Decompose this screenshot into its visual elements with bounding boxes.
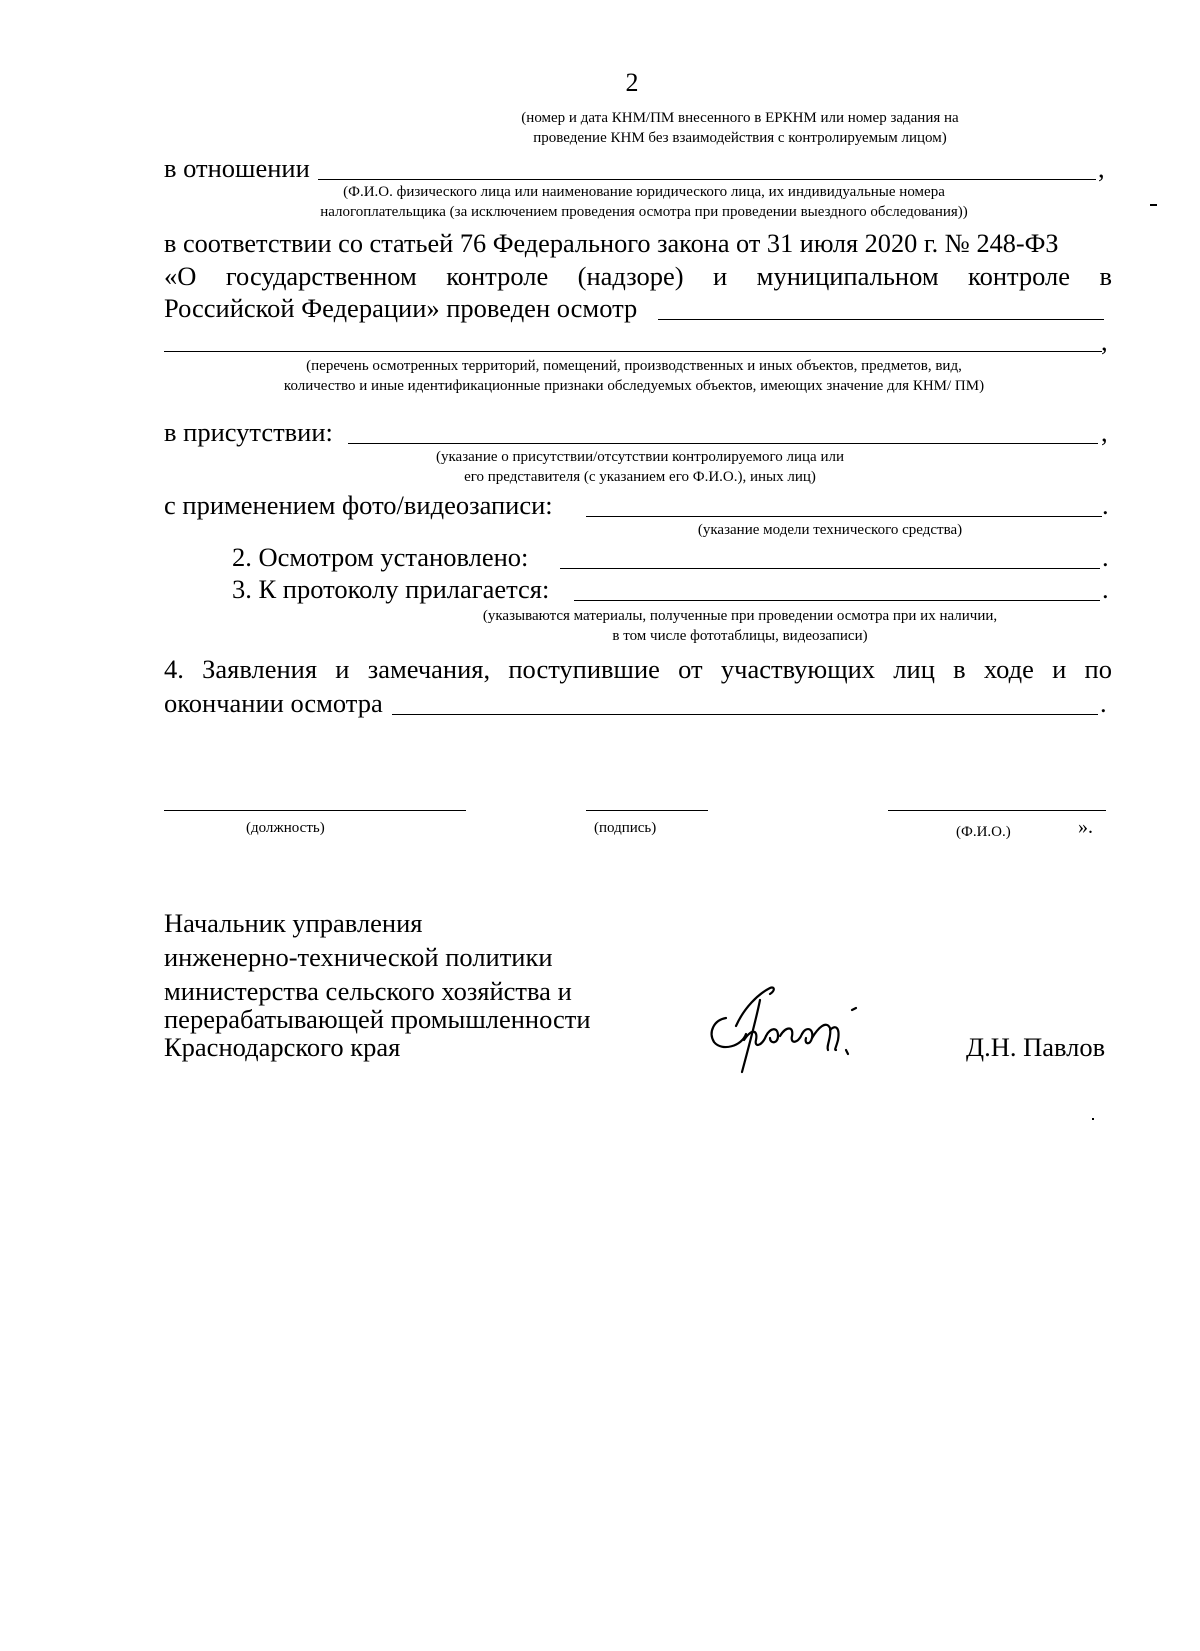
header-note-line-1: (номер и дата КНМ/ПМ внесенного в ЕРКНМ или номер задания на	[521, 110, 959, 126]
law-line-2: «О государственном контроле (надзоре) и муниципальном контроле в	[164, 261, 1112, 291]
presence-blank-line	[348, 443, 1098, 444]
presence-comma: ,	[1101, 417, 1108, 447]
in-relation-comma: ,	[1098, 153, 1105, 183]
item-4-line-2: окончании осмотра	[164, 688, 383, 718]
item-3-note-line-2: в том числе фототаблицы, видеозаписи)	[612, 628, 868, 644]
official-title-line-4: перерабатывающей промышленности	[164, 1004, 591, 1034]
official-title-line-5: Краснодарского края	[164, 1032, 401, 1062]
handwritten-signature	[700, 980, 870, 1080]
position-caption: (должность)	[246, 820, 325, 836]
signature-line	[586, 810, 708, 811]
item-3-period: .	[1102, 574, 1109, 604]
name-line	[888, 810, 1106, 811]
photo-blank-line	[586, 516, 1102, 517]
item-2-period: .	[1102, 542, 1109, 572]
item-2-blank-line	[560, 568, 1100, 569]
position-line	[164, 810, 466, 811]
item-4-line-1: 4. Заявления и замечания, поступившие от участвующих лиц в ходе и по	[164, 654, 1112, 684]
item-3-label: 3. К протоколу прилагается:	[232, 574, 550, 604]
in-relation-note-line-2: налогоплательщика (за исключением проведения осмотра при проведении выездного обследования))	[320, 204, 968, 220]
item-2-label: 2. Осмотром установлено:	[232, 542, 529, 572]
objects-comma: ,	[1101, 326, 1108, 356]
in-relation-note-line-1: (Ф.И.О. физического лица или наименование юридического лица, их индивидуальные номера	[343, 184, 945, 200]
official-name: Д.Н. Павлов	[966, 1032, 1106, 1062]
item-4-blank-line	[392, 714, 1098, 715]
in-relation-blank-line	[318, 179, 1096, 180]
official-title-line-3: министерства сельского хозяйства и	[164, 976, 572, 1006]
objects-note-line-1: (перечень осмотренных территорий, помещений, производственных и иных объектов, предметов, вид,	[306, 358, 962, 374]
presence-note-line-2: его представителя (с указанием его Ф.И.О.), иных лиц)	[464, 469, 816, 485]
item-4-period: .	[1100, 688, 1107, 718]
signature-caption: (подпись)	[594, 820, 657, 836]
in-relation-label: в отношении	[164, 153, 310, 183]
header-note-line-2: проведение КНМ без взаимодействия с контролируемым лицом)	[533, 130, 947, 146]
photo-label: с применением фото/видеозаписи:	[164, 490, 553, 520]
objects-blank-line	[164, 351, 1102, 352]
presence-note-line-1: (указание о присутствии/отсутствии контролируемого лица или	[436, 449, 844, 465]
inspection-blank-line	[658, 319, 1104, 320]
photo-note: (указание модели технического средства)	[697, 522, 963, 538]
photo-period: .	[1102, 490, 1109, 520]
item-3-blank-line	[574, 600, 1100, 601]
law-line-1: в соответствии со статьей 76 Федерального закона от 31 июля 2020 г. № 248-ФЗ	[164, 229, 1059, 258]
name-caption: (Ф.И.О.)	[956, 824, 1011, 840]
scan-speck	[1092, 1118, 1094, 1120]
closing-quote: ».	[1078, 816, 1093, 838]
official-title-line-1: Начальник управления	[164, 908, 423, 938]
scan-speck	[1150, 204, 1157, 206]
page-number: 2	[625, 68, 639, 97]
objects-note-line-2: количество и иные идентификационные признаки обследуемых объектов, имеющих значение для КНМ/ ПМ)	[283, 378, 985, 394]
item-3-note-line-1: (указываются материалы, полученные при проведении осмотра при их наличии,	[482, 608, 998, 624]
presence-label: в присутствии:	[164, 417, 333, 447]
official-title-line-2: инженерно-технической политики	[164, 942, 553, 972]
law-line-3: Российской Федерации» проведен осмотр	[164, 293, 638, 323]
